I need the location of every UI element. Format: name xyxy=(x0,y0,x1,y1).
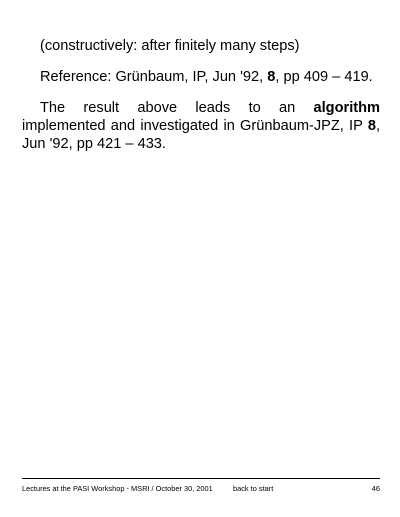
paragraph-algorithm xyxy=(22,99,380,153)
algorithm-keyword: algorithm xyxy=(313,100,380,116)
back-to-start-link[interactable]: back to start xyxy=(233,484,274,493)
page-number: 46 xyxy=(371,484,380,493)
footer-lecture-info: Lectures at the PASI Workshop - MSRI / October 30, 2001 xyxy=(22,484,213,493)
constructively-text: (constructively: after finitely many steps) xyxy=(40,38,300,54)
algorithm-volume: 8 xyxy=(367,118,376,134)
reference-volume: 8 xyxy=(267,69,276,85)
slide-content xyxy=(22,37,380,166)
reference-text-end: , pp 409 – 419. xyxy=(275,69,373,85)
footer-divider xyxy=(22,478,380,479)
reference-text-start: Reference: Grünbaum, IP, Jun '92, xyxy=(40,69,268,85)
paragraph-constructively xyxy=(22,37,380,55)
algorithm-text-end: , Jun '92, pp 421 – 433. xyxy=(22,118,380,152)
algorithm-text-start: The result above leads to an xyxy=(40,100,314,116)
paragraph-reference xyxy=(22,68,380,86)
algorithm-text-middle: implemented and investigated in Grünbaum-JPZ, IP xyxy=(22,118,368,134)
